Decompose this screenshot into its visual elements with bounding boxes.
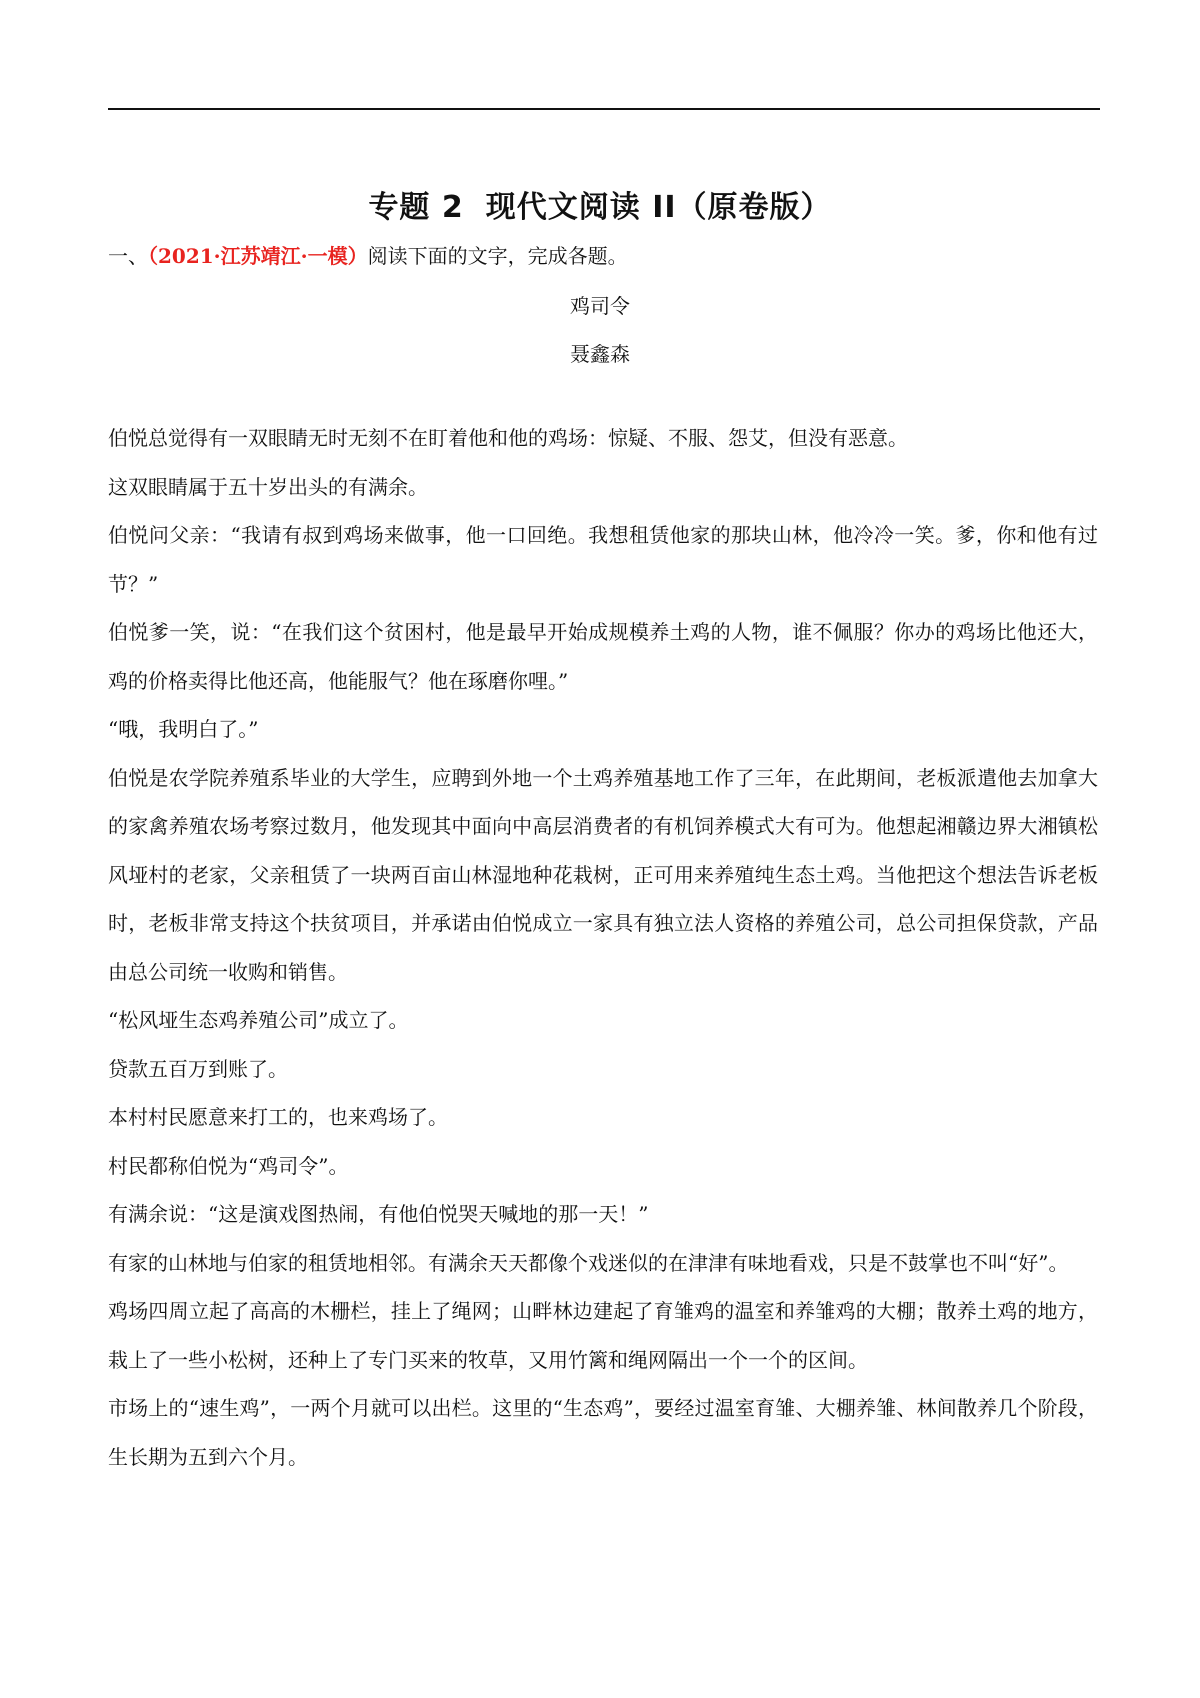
paragraph: 伯悦问父亲：“我请有叔到鸡场来做事，他一口回绝。我想租赁他家的那块山林，他冷冷一笑。爹，你和他有过节？” bbox=[108, 523, 1098, 596]
story-author: 聂鑫森 bbox=[570, 342, 630, 366]
paragraph: 伯悦爹一笑，说：“在我们这个贫困村，他是最早开始成规模养土鸡的人物，谁不佩服？你办的鸡场比他还大，鸡的价格卖得比他还高，他能服气？他在琢磨你哩。” bbox=[108, 620, 1098, 693]
paragraph: 本村村民愿意来打工的，也来鸡场了。 bbox=[108, 1105, 448, 1129]
story-title: 鸡司令 bbox=[570, 294, 630, 318]
question-source: （2021·江苏靖江·一模） bbox=[148, 244, 368, 268]
paragraph: 村民都称伯悦为“鸡司令”。 bbox=[108, 1153, 349, 1178]
question-instruction: 阅读下面的文字，完成各题。 bbox=[367, 244, 628, 268]
question-number: 一、 bbox=[108, 244, 148, 268]
paragraph: 贷款五百万到账了。 bbox=[108, 1056, 288, 1081]
paragraph: “哦，我明白了。” bbox=[108, 717, 259, 741]
paragraph: 有满余说：“这是演戏图热闹，有他伯悦哭天喊地的那一天！” bbox=[108, 1202, 649, 1226]
header-rule bbox=[108, 108, 1100, 110]
paragraph: 有家的山林地与伯家的租赁地相邻。有满余天天都像个戏迷似的在津津有味地看戏，只是不鼓掌也不叫“好”。 bbox=[108, 1250, 1069, 1275]
paragraph: 伯悦总觉得有一双眼睛无时无刻不在盯着他和他的鸡场：惊疑、不服、怨艾，但没有恶意。 bbox=[108, 426, 908, 450]
page-title bbox=[0, 182, 1200, 226]
paragraph: 市场上的“速生鸡”，一两个月就可以出栏。这里的“生态鸡”，要经过温室育雏、大棚养雏、林间散养几个阶段，生长期为五到六个月。 bbox=[108, 1396, 1098, 1469]
title-topic-name: 现代文阅读 II（原卷版） bbox=[485, 190, 832, 225]
paragraph: 这双眼睛属于五十岁出头的有满余。 bbox=[108, 474, 428, 499]
paragraph: “松风垭生态鸡养殖公司”成立了。 bbox=[108, 1008, 409, 1032]
question-intro bbox=[108, 240, 628, 269]
title-topic-number: 专题 2 bbox=[368, 190, 464, 225]
story-body bbox=[108, 414, 1098, 1481]
paragraph: 伯悦是农学院养殖系毕业的大学生，应聘到外地一个土鸡养殖基地工作了三年，在此期间，老板派遣他去加拿大的家禽养殖农场考察过数月，他发现其中面向中高层消费者的有机饲养模式大有可为。他想起湘赣边界大湘镇松风垭村的老家，父亲租赁了一块两百亩山林湿地种花栽树，正可用来养殖纯生态土鸡。当他把这个想法告诉老板时，老板非常支持这个扶贫项目，并承诺由伯悦成立一家具有独立法人资格的养殖公司，总公司担保贷款，产品由总公司统一收购和销售。 bbox=[108, 765, 1098, 984]
paragraph: 鸡场四周立起了高高的木栅栏，挂上了绳网；山畔林边建起了育雏鸡的温室和养雏鸡的大棚；散养土鸡的地方，栽上了一些小松树，还种上了专门买来的牧草，又用竹篱和绳网隔出一个一个的区间。 bbox=[108, 1299, 1098, 1372]
